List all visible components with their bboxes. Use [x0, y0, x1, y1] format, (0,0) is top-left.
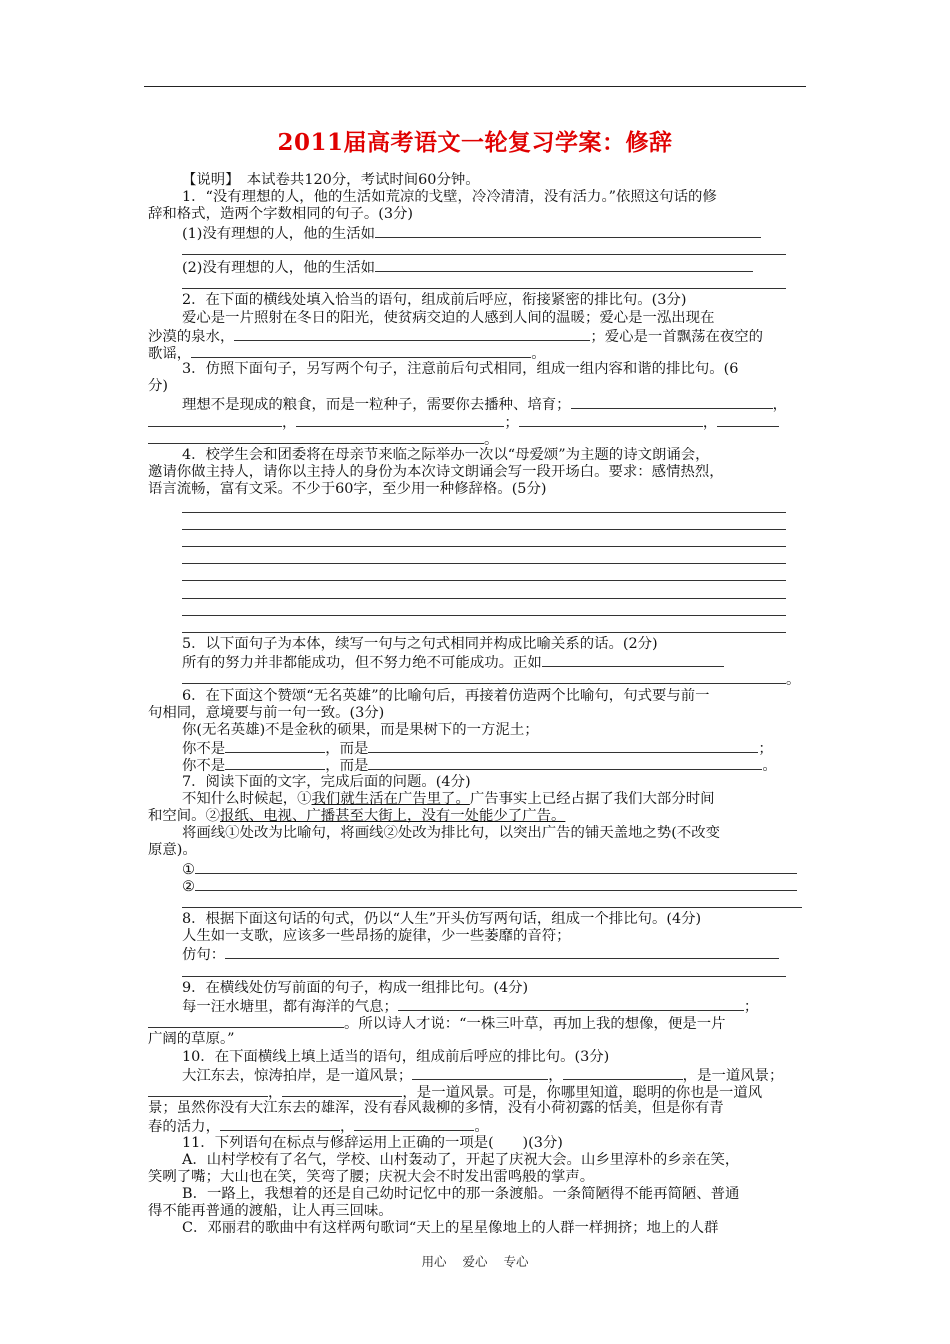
question-8-line [148, 945, 804, 962]
answer-blank[interactable] [234, 327, 590, 341]
question-7-answer-1 [148, 860, 804, 877]
text-segment: 理想不是现成的粮食，而是一粒种子，需要你去播种、培育； [182, 397, 571, 413]
option-b-line: 得不能再普通的渡船，让人再三回味。 [148, 1203, 393, 1220]
question-6-line: 6．在下面这个赞颂“无名英雄”的比喻句后，再接着仿造两个比喻句，句式要与前一 [182, 687, 710, 704]
answer-blank[interactable] [182, 894, 802, 908]
answer-blank[interactable] [225, 756, 325, 770]
question-1-line: 1．“没有理想的人，他的生活如荒凉的戈壁，冷冷清清，没有活力。”依照这句话的修 [182, 189, 717, 206]
question-6-answer [148, 756, 804, 773]
question-3-line: 3．仿照下面句子，另写两个句子，注意前后句式相同，组成一组内容和谐的排比句。(6 [182, 361, 739, 378]
answer-blank[interactable] [368, 756, 762, 770]
question-8-line: 8．根据下面这句话的句式，仍以“人生”开头仿写两句话，组成一个排比句。(4分) [182, 911, 702, 928]
question-9-line [148, 997, 804, 1014]
question-9-line: 9．在横线处仿写前面的句子，构成一组排比句。(4分) [182, 979, 529, 996]
question-7-line: 将画线①处改为比喻句，将画线②处改为排比句，以突出广告的铺天盖地之势(不改变 [182, 825, 721, 842]
answer-line-blank [148, 963, 804, 980]
text-segment: 歌谣， [148, 345, 192, 362]
answer-blank[interactable] [195, 877, 797, 891]
question-7-line [148, 808, 804, 825]
answer-blank[interactable] [182, 275, 786, 289]
question-1-line: 辞和格式，造两个字数相同的句子。(3分) [148, 206, 414, 223]
answer-blank[interactable] [182, 241, 786, 255]
text-segment: 你不是 [182, 758, 226, 774]
text-segment: ，而是 [325, 758, 369, 774]
text-segment: ② [182, 878, 195, 894]
answer-blank[interactable] [563, 1066, 683, 1080]
question-7-line: 原意)。 [148, 842, 197, 859]
answer-blank[interactable] [182, 516, 786, 530]
text-segment: ① [182, 861, 195, 877]
question-7-line [148, 791, 804, 808]
answer-line-blank [148, 567, 804, 584]
answer-blank[interactable] [368, 739, 758, 753]
answer-blank[interactable] [519, 413, 703, 427]
question-2-line [148, 327, 804, 344]
answer-line-blank [148, 241, 804, 258]
question-2-line [148, 344, 804, 361]
text-segment: ，是一道风景。可是，你哪里知道，聪明的你也是一道风 [402, 1084, 763, 1101]
question-11-line: 11．下列语句在标点与修辞运用上正确的一项是( )(3分) [182, 1134, 563, 1151]
answer-blank[interactable] [148, 1014, 344, 1028]
text-segment: 和空间。② [148, 807, 220, 824]
question-1-answer-2 [148, 258, 804, 275]
question-6-answer [148, 739, 804, 756]
question-7-answer-2 [148, 877, 804, 894]
underlined-text: 我们就生活在广告里了。 [311, 790, 470, 807]
answer-blank[interactable] [182, 550, 786, 564]
question-8-line: 人生如一支歌，应该多一些昂扬的旋律，少一些萎靡的音符； [182, 928, 571, 945]
question-5-line: 5．以下面句子为本体，续写一句与之句式相同并构成比喻关系的话。(2分) [182, 636, 658, 653]
text-segment: 。 [786, 672, 801, 688]
answer-blank[interactable] [182, 585, 786, 599]
answer-blank[interactable] [398, 997, 744, 1011]
answer-blank[interactable] [225, 739, 325, 753]
text-segment: ， [339, 1119, 355, 1135]
document-body [148, 172, 804, 1238]
footer-word: 专心 [503, 1254, 529, 1269]
option-a-line: 笑咧了嘴；大山也在笑，笑弯了腰；庆祝大会不时发出雷鸣般的掌声。 [148, 1168, 595, 1185]
text-segment: 沙漠的泉水， [148, 328, 235, 344]
answer-blank[interactable] [225, 945, 779, 959]
answer-line-blank [148, 894, 804, 911]
question-1-answer-1 [148, 224, 804, 241]
text-segment: 。 [531, 345, 546, 362]
question-7-line: 7．阅读下面的文字，完成后面的问题。(4分) [182, 773, 471, 790]
footer-word: 爱心 [462, 1254, 488, 1269]
footer-word: 用心 [421, 1254, 447, 1269]
text-segment: ， [702, 414, 718, 430]
text-segment: ， [548, 1067, 563, 1083]
question-9-line [148, 1014, 804, 1031]
answer-blank[interactable] [412, 1066, 548, 1080]
underlined-text: 报纸、电视、广播甚至大街上，没有一处能少了广告。 [219, 807, 566, 824]
question-3-line [148, 430, 804, 447]
text-segment: ；爱心是一首飘荡在夜空的 [590, 328, 764, 344]
question-10-line: 景；虽然你没有大江东去的雄浑，没有春风裁柳的多情，没有小荷初露的恬美，但是你有青 [148, 1100, 724, 1117]
text-segment: 你不是 [182, 741, 226, 757]
question-4-line: 4．校学生会和团委将在母亲节来临之际举办一次以“母爱颂”为主题的诗文朗诵会， [182, 447, 710, 463]
text-segment: 春的活力， [148, 1119, 220, 1135]
answer-line-blank [148, 533, 804, 550]
answer-blank[interactable] [542, 653, 724, 667]
answer-blank[interactable] [375, 224, 761, 238]
question-10-line: 10．在下面横线上填上适当的语句，组成前后呼应的排比句。(3分) [182, 1048, 610, 1065]
answer-blank[interactable] [571, 395, 773, 409]
answer-line-blank [148, 619, 804, 636]
question-3-line [148, 413, 804, 430]
option-b-line: B．一路上，我想着的还是自己幼时记忆中的那一条渡船。一条简陋得不能再简陋、普通 [182, 1186, 740, 1203]
answer-blank[interactable] [717, 413, 779, 427]
question-2-line: 爱心是一片照射在冬日的阳光，使贫病交迫的人感到人间的温暖；爱心是一泓出现在 [182, 309, 715, 326]
answer-line-blank [148, 275, 804, 292]
text-segment: 广告事实上已经占据了我们大部分时间 [469, 790, 715, 807]
text-segment: 。 [474, 1119, 489, 1135]
question-2-line: 2．在下面的横线处填入恰当的语句，组成前后呼应，衔接紧密的排比句。(3分) [182, 292, 687, 309]
answer-blank[interactable] [182, 670, 786, 684]
question-9-line: 广阔的草原。” [148, 1031, 235, 1048]
question-3-line [148, 395, 804, 412]
answer-blank[interactable] [148, 430, 484, 444]
answer-blank[interactable] [148, 413, 282, 427]
text-segment: ； [743, 999, 759, 1015]
answer-blank[interactable] [182, 963, 786, 977]
question-6-line: 你(无名英雄)不是金秋的硕果，而是果树下的一方泥土； [182, 722, 539, 738]
question-10-line [148, 1083, 804, 1100]
answer-line-blank [148, 602, 804, 619]
text-segment: 不知什么时候起，① [182, 790, 312, 807]
text-segment: 。 [762, 758, 777, 774]
answer-blank[interactable] [220, 1117, 340, 1131]
text-segment: ， [268, 1084, 283, 1101]
question-4-line: 语言流畅，富有文采。不少于60字，至少用一种修辞格。(5分) [148, 481, 547, 498]
answer-blank[interactable] [354, 1117, 474, 1131]
text-segment: ， [282, 414, 297, 430]
page-title: 2011届高考语文一轮复习学案：修辞 [277, 129, 673, 156]
question-5-line [148, 653, 804, 670]
answer-blank[interactable] [375, 258, 753, 272]
text-segment: 每一汪水塘里，都有海洋的气息； [182, 999, 398, 1015]
question-6-line: 句相同，意境要与前一句一致。(3分) [148, 704, 385, 721]
header-rule [144, 86, 806, 87]
answer-line-blank [148, 516, 804, 533]
question-4-line: 邀请你做主持人，请你以主持人的身份为本次诗文朗诵会写一段开场白。要求：感情热烈， [148, 464, 724, 481]
option-a-line: A．山村学校有了名气，学校、山村轰动了，开起了庆祝大会。山乡里淳朴的乡亲在笑， [182, 1151, 740, 1168]
text-segment: 大江东去，惊涛拍岸，是一道风景； [182, 1067, 413, 1083]
text-segment: 所有的努力并非都能成功，但不努力绝不可能成功。正如 [182, 655, 542, 671]
answer-blank[interactable] [195, 860, 797, 874]
answer-line-blank [148, 670, 804, 687]
question-10-line [148, 1117, 804, 1134]
answer-blank[interactable] [191, 344, 531, 358]
text-segment: ， [772, 397, 787, 413]
answer-blank[interactable] [182, 533, 786, 547]
text-segment: ，是一道风景； [682, 1067, 784, 1083]
text-segment: 。所以诗人才说：“一株三叶草，再加上我的想像，便是一片 [344, 1016, 726, 1032]
text-segment: ； [504, 414, 519, 430]
answer-blank[interactable] [182, 619, 786, 633]
answer-prompt: (1)没有理想的人，他的生活如 [182, 225, 376, 241]
answer-prompt: (2)没有理想的人，他的生活如 [182, 259, 376, 276]
text-segment: 。 [484, 431, 499, 447]
answer-blank[interactable] [182, 499, 786, 513]
option-c-line: C．邓丽君的歌曲中有这样两句歌词“天上的星星像地上的人群一样拥挤；地上的人群 [182, 1220, 719, 1237]
intro-text: 【说明】 本试卷共120分，考试时间60分钟。 [182, 172, 480, 188]
question-10-line [148, 1066, 804, 1083]
answer-blank[interactable] [296, 413, 504, 427]
answer-blank[interactable] [182, 602, 786, 616]
answer-line-blank [148, 550, 804, 567]
answer-blank[interactable] [282, 1083, 402, 1097]
text-segment: ，而是 [325, 741, 369, 757]
answer-line-blank [148, 499, 804, 516]
question-3-line: 分) [148, 378, 169, 395]
text-segment: ； [758, 741, 773, 757]
page-footer [0, 1252, 950, 1270]
answer-blank[interactable] [182, 567, 786, 581]
answer-line-blank [148, 585, 804, 602]
text-segment: 仿句： [182, 947, 226, 963]
answer-blank[interactable] [148, 1083, 268, 1097]
